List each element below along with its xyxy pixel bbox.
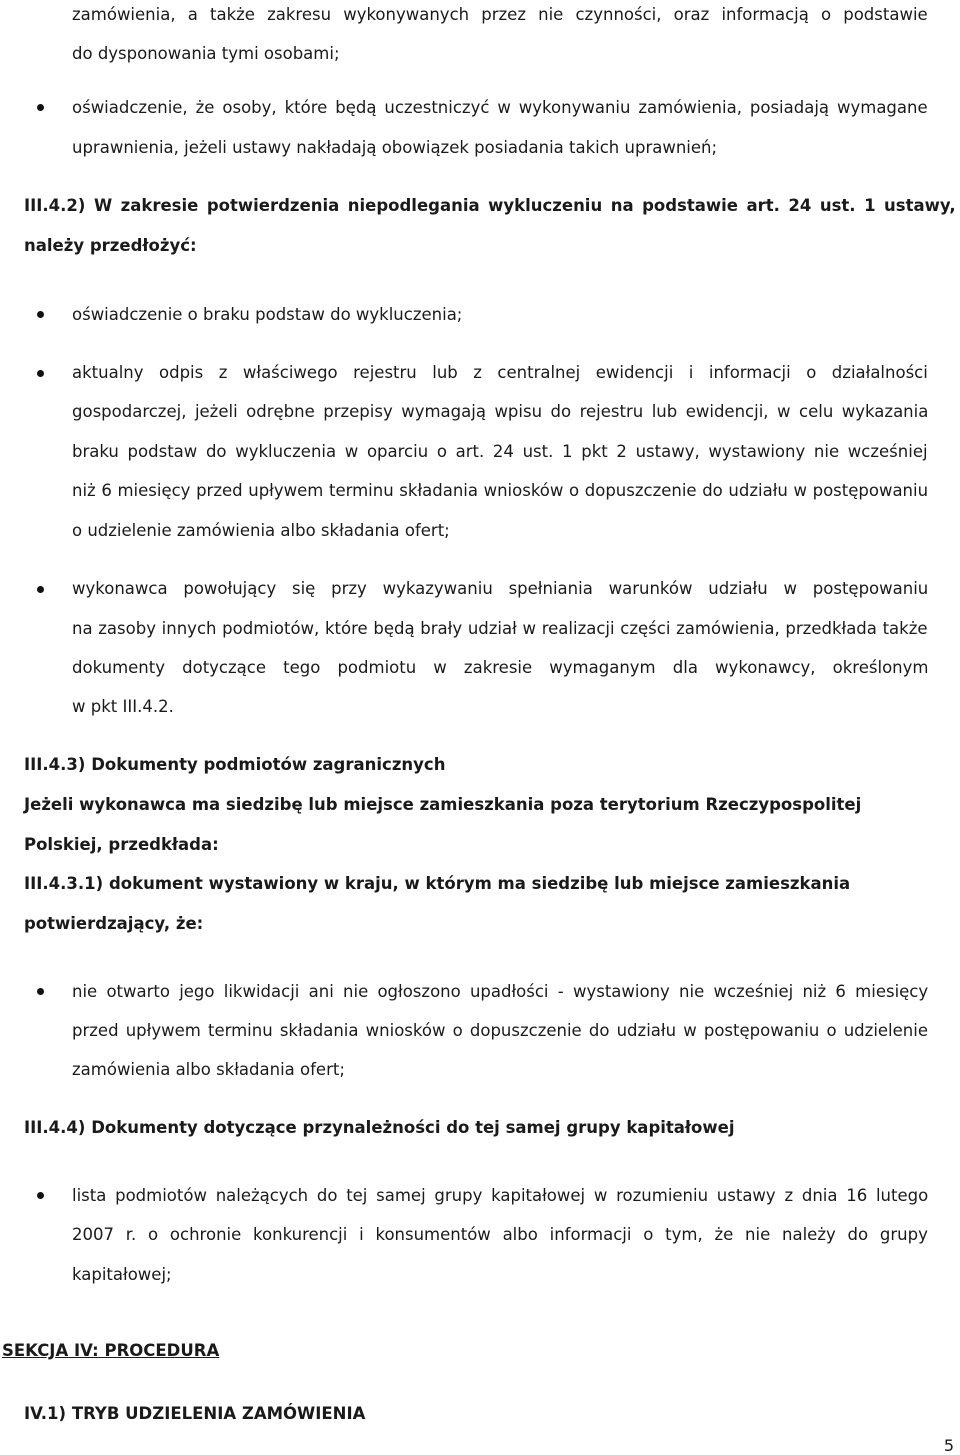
text-line: nie otwarto jego likwidacji ani nie ogłoszono upadłości - wystawiony nie wcześniej niż 6 miesięcy — [72, 982, 929, 1001]
text-line: wykonawca powołujący się przy wykazywaniu spełniania warunków udziału w postępowaniu — [72, 579, 929, 598]
section-heading: III.4.4) Dokumenty dotyczące przynależności do tej samej grupy kapitałowej — [24, 1118, 735, 1137]
section-title: SEKCJA IV: PROCEDURA — [2, 1341, 220, 1360]
section-heading: III.4.2) W zakresie potwierdzenia niepodlegania wykluczeniu na podstawie art. 24 ust. 1 ustawy, — [24, 196, 956, 215]
section-heading: III.4.3.1) dokument wystawiony w kraju, w którym ma siedzibę lub miejsce zamieszkania — [24, 874, 851, 893]
section-heading: należy przedłożyć: — [24, 236, 197, 255]
section-text: Polskiej, przedkłada: — [24, 835, 219, 854]
text-line: niż 6 miesięcy przed upływem terminu składania wniosków o dopuszczenie do udziału w postępowaniu — [72, 481, 929, 500]
bullet-icon — [37, 370, 44, 377]
text-line: o udzielenie zamówienia albo składania ofert; — [72, 521, 450, 540]
bullet-icon — [37, 988, 44, 995]
text-line: do dysponowania tymi osobami; — [72, 44, 340, 63]
text-line: gospodarczej, jeżeli odrębne przepisy wymagają wpisu do rejestru lub ewidencji, w celu wykazania — [72, 402, 929, 421]
bullet-icon — [37, 586, 44, 593]
section-heading: IV.1) TRYB UDZIELENIA ZAMÓWIENIA — [24, 1404, 366, 1423]
text-line: oświadczenie, że osoby, które będą uczestniczyć w wykonywaniu zamówienia, posiadają wymagane — [72, 98, 928, 117]
text-line: w pkt III.4.2. — [72, 697, 174, 716]
text-line: kapitałowej; — [72, 1265, 172, 1284]
text-line: braku podstaw do wykluczenia w oparciu o art. 24 ust. 1 pkt 2 ustawy, wystawiony nie wcześniej — [72, 442, 928, 461]
bullet-icon — [37, 104, 44, 111]
text-line: zamówienia, a także zakresu wykonywanych przez nie czynności, oraz informacją o podstawie — [72, 5, 928, 24]
text-line: zamówienia albo składania ofert; — [72, 1060, 345, 1079]
section-text: potwierdzający, że: — [24, 914, 204, 933]
text-line: przed upływem terminu składania wniosków o dopuszczenie do udziału w postępowaniu o udzielenie — [72, 1021, 928, 1040]
text-line: uprawnienia, jeżeli ustawy nakładają obowiązek posiadania takich uprawnień; — [72, 138, 718, 157]
text-line: lista podmiotów należących do tej samej grupy kapitałowej w rozumieniu ustawy z dnia 16 lutego — [72, 1186, 929, 1205]
text-line: 2007 r. o ochronie konkurencji i konsumentów albo informacji o tym, że nie należy do grupy — [72, 1225, 928, 1244]
bullet-icon — [37, 311, 44, 318]
text-line: oświadczenie o braku podstaw do wykluczenia; — [72, 305, 463, 324]
section-heading: III.4.3) Dokumenty podmiotów zagranicznych — [24, 755, 446, 774]
text-line: na zasoby innych podmiotów, które będą brały udział w realizacji części zamówienia, przedkłada także — [72, 619, 928, 638]
text-line: aktualny odpis z właściwego rejestru lub z centralnej ewidencji i informacji o działalności — [72, 363, 928, 382]
section-text: Jeżeli wykonawca ma siedzibę lub miejsce zamieszkania poza terytorium Rzeczypospolitej — [24, 795, 862, 814]
page-number: 5 — [943, 1436, 954, 1455]
text-line: dokumenty dotyczące tego podmiotu w zakresie wymaganym dla wykonawcy, określonym — [72, 658, 929, 677]
bullet-icon — [37, 1192, 44, 1199]
